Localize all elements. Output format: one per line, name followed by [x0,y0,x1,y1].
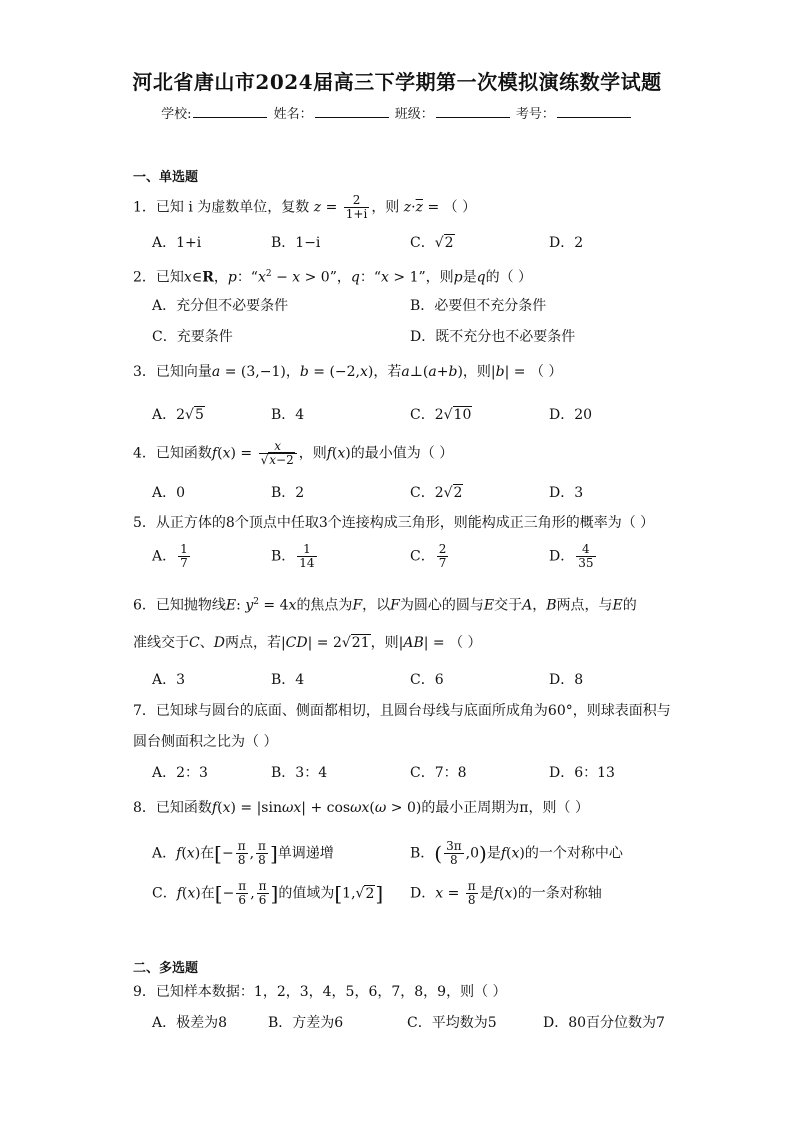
school-label: 学校: [161,107,192,122]
exam-number-label: 考号： [515,107,555,122]
class-blank[interactable] [436,105,510,118]
q2-option-a[interactable]: A．充分但不必要条件 [152,298,289,314]
question-6-line-1: 6．已知抛物线E: $y^2 = 4x$的焦点为F，以F为圆心的圆与E交于A，B两点，与E的 [133,597,637,614]
question-4: 4．已知函数f(x) = $\frac{x}{√x-2}$ ，则f(x)的最小值为（ ） [133,439,454,467]
q4-option-a[interactable]: A．0 [152,485,186,501]
question-7-line-2: 圆台侧面积之比为（ ） [133,734,278,750]
q4-option-c[interactable]: C．2√2 [410,485,463,501]
q5-option-d[interactable]: D． $\frac{4}{35}$ [549,542,594,570]
question-5: 5．从正方体的8个顶点中任取3个连接构成三角形，则能构成正三角形的概率为（ ） [133,515,655,531]
q3-option-c[interactable]: C．2√10 [410,407,472,423]
q6-option-b[interactable]: B．4 [271,672,305,688]
q7-option-a[interactable]: A．2：3 [152,765,208,781]
q6-option-a[interactable]: A．3 [152,672,186,688]
q3-option-a[interactable]: A．2√5 [152,407,204,423]
question-2: 2．已知x∈R，p：“$x^2 - x > 0$”，q：“x > 1”，则p是q的（ ） [133,269,533,286]
school-blank[interactable] [193,105,267,118]
question-8: 8．已知函数f(x) = |sinωx| + cosωx(ω > 0)的最小正周期为π，则（ ） [133,800,589,816]
q1-option-a[interactable]: A．1+i [152,235,202,251]
q1-stem: 1．已知 i 为虚数单位，复数 [133,199,310,216]
q9-option-d[interactable]: D．80百分位数为7 [543,1015,665,1031]
q7-option-d[interactable]: D．6：13 [549,765,615,781]
q1-option-d[interactable]: D．2 [549,235,584,251]
q7-option-b[interactable]: B．3：4 [271,765,328,781]
q9-option-a[interactable]: A．极差为8 [152,1015,228,1031]
q1-fraction: $\frac{2}{1+i}$ [345,193,368,221]
q6-option-c[interactable]: C．6 [410,672,444,688]
question-6-line-2: 准线交于C、D两点，若|CD| = 2√21，则|AB| = （ ） [133,635,482,651]
q8-option-c[interactable]: C．f(x)在[− $\frac{\pi}{6}$ , $\frac{\pi}{6}$ ]的值域为[1,√2] [152,879,384,907]
q7-option-c[interactable]: C．7：8 [410,765,467,781]
q6-option-d[interactable]: D．8 [549,672,584,688]
q5-option-b[interactable]: B． $\frac{1}{14}$ [271,542,315,570]
q8-option-a[interactable]: A．f(x)在[− $\frac{\pi}{8}$ , $\frac{\pi}{8}$ ]单调递增 [152,839,334,867]
question-1: 1．已知 i 为虚数单位，复数 z = $\frac{2}{1+i}$ ，则 $z\cdot\overline{z}$ = （ ） [133,193,477,221]
name-label: 姓名： [273,107,313,122]
section-single-choice: 一、单选题 [133,170,199,185]
question-9: 9．已知样本数据：1，2，3，4，5，6，7，8，9，则（ ） [133,984,507,1000]
q8-option-b[interactable]: B．( $\frac{3\pi}{8}$ ,0)是f(x)的一个对称中心 [410,839,623,867]
page-title: 河北省唐山市2024届高三下学期第一次模拟演练数学试题 [132,70,662,94]
q1-option-b[interactable]: B．1−i [271,235,321,251]
q4-option-d[interactable]: D．3 [549,485,584,501]
q3-option-b[interactable]: B．4 [271,407,305,423]
q1-option-c[interactable]: C．√2 [410,235,454,251]
q5-option-c[interactable]: C． $\frac{2}{7}$ [410,542,447,570]
question-3: 3．已知向量a = (3,−1)，b = (−2,x)，若a⊥(a+b)，则|b| = （ ） [133,364,563,380]
student-info-row [0,103,794,122]
exam-number-blank[interactable] [557,105,631,118]
q9-option-c[interactable]: C．平均数为5 [407,1015,497,1031]
class-label: 班级： [394,107,434,122]
q2-option-c[interactable]: C．充要条件 [152,329,233,345]
q5-option-a[interactable]: A． $\frac{1}{7}$ [152,542,188,570]
q2-option-b[interactable]: B．必要但不充分条件 [410,298,547,314]
q9-option-b[interactable]: B．方差为6 [268,1015,344,1031]
q3-option-d[interactable]: D．20 [549,407,593,423]
q8-option-d[interactable]: D．x = $\frac{\pi}{8}$ 是f(x)的一条对称轴 [410,879,602,907]
name-blank[interactable] [315,105,389,118]
question-7-line-1: 7．已知球与圆台的底面、侧面都相切，且圆台母线与底面所成角为60°，则球表面积与 [133,703,671,719]
section-multiple-choice: 二、多选题 [133,961,199,976]
q2-option-d[interactable]: D．既不充分也不必要条件 [410,329,576,345]
q4-option-b[interactable]: B．2 [271,485,305,501]
